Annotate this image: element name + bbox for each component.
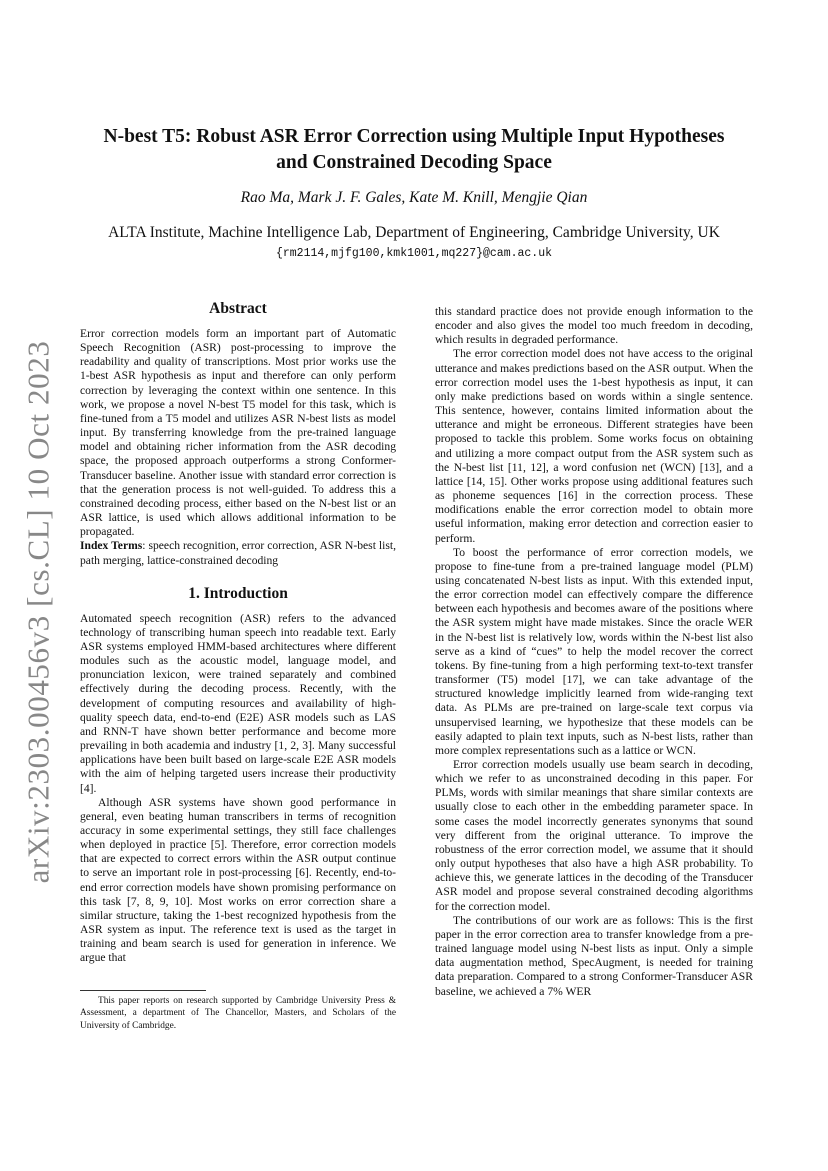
author-list: Rao Ma, Mark J. F. Gales, Kate M. Knill, Mengjie Qian (240, 189, 588, 206)
left-column (80, 299, 396, 966)
abstract-text: Error correction models form an important part of Automatic Speech Recognition (ASR) post-processing to improve the readability and quality of transcriptions. Most prior works use the 1-best ASR hypothesis as input and therefore can only perform correction by leveraging the context within one sentence. In this work, we propose a novel N-best T5 model for this task, which is fine-tuned from a T5 model and utilizes ASR N-best lists as model input. By transferring knowledge from the pre-trained language model and obtaining richer information from the ASR decoding space, the proposed approach outperforms a strong Conformer-Transducer baseline. Another issue with standard error correction is that the generation process is not well-guided. To address this a constrained decoding process, either based on the N-best list or an ASR lattice, is used which allows additional information to be propagated. (80, 327, 396, 539)
arxiv-identifier (20, 340, 56, 884)
right-paragraph-4: Error correction models usually use beam search in decoding, which we refer to as unconstrained decoding in this paper. For PLMs, words with similar meanings that share similar contexts are usually close to each other in the embedding parameter space. In some cases the model incorrectly generates synonyms that sound very different from the original utterance. To improve the robustness of the error correction model, we assume that it should only output hypotheses that also have a high ASR probability. To achieve this, we generate lattices in the decoding of the Transducer ASR model and propose several constrained decoding algorithms for the correction model. (435, 758, 753, 913)
arxiv-identifier-text: arXiv:2303.00456v3 [cs.CL] 10 Oct 2023 (20, 340, 55, 884)
footnote (80, 995, 396, 1032)
right-column (435, 305, 753, 999)
index-terms (80, 539, 396, 567)
index-terms-label: Index Terms (80, 539, 143, 553)
right-paragraph-5: The contributions of our work are as follows: This is the first paper in the error correction area to transfer knowledge from a pre-trained language model using N-best lists as input. Only a simple data augmentation method, SpecAugment, is needed for training data preparation. Compared to a strong Conformer-Transducer ASR baseline, we achieved a 7% WER (435, 913, 753, 998)
footnote-divider (80, 990, 206, 991)
introduction-heading: 1. Introduction (188, 584, 288, 602)
paper-title (80, 124, 748, 176)
author-emails: {rm2114,mjfg100,kmk1001,mq227}@cam.ac.uk (275, 247, 553, 260)
footnote-text: This paper reports on research supported by Cambridge University Press & Assessment, a department of The Chancellor, Masters, and Scholars of the University of Cambridge. (80, 996, 396, 1031)
paper-title-line-2: and Constrained Decoding Space (276, 152, 552, 173)
right-paragraph-2: The error correction model does not have access to the original utterance and makes predictions based on the ASR output. When the error correction model uses the 1-best hypothesis as input, it can only make predictions based on words within a single sentence. This sentence, however, contains limited information about the utterance and might be erroneous. Different strategies have been proposed to tackle this problem. Some works focus on obtaining and utilizing a more compact output from the ASR system such as the N-best list [11, 12], a word confusion net (WCN) [13], and a lattice [14, 15]. Other works propose using additional features such as phoneme sequences [16] in the correction process. These modifications enable the error correction model to obtain more useful information, making error detection and correction easier to perform. (435, 347, 753, 545)
affiliation: ALTA Institute, Machine Intelligence Lab, Department of Engineering, Cambridge University, UK (108, 224, 720, 241)
right-paragraph-3: To boost the performance of error correction models, we propose to fine-tune from a pre-trained language model (PLM) using concatenated N-best lists as input. With this extended input, the error correction model can effectively compare the difference between each hypothesis and becomes aware of the positions where the ASR system might have made mistakes. Since the oracle WER in the N-best list is relatively low, words within the N-best list also serve as a kind of “cues” to help the model recover the correct tokens. By fine-tuning from a high performing text-to-text transfer transformer (T5) model [17], we can take advantage of the structured knowledge implicitly learned from wide-ranging text data. As PLMs are pre-trained on large-scale text corpus via unsupervised learning, we hypothesize that these models can be easily adapted to plain text inputs, such as N-best lists, rather than more complex representations such as a lattice or WCN. (435, 545, 753, 757)
intro-paragraph-1: Automated speech recognition (ASR) refers to the advanced technology of transcribing human speech into readable text. Early ASR systems employed HMM-based architectures where different modules such as the acoustic model, language model, and pronunciation lexicon, were trained separately and combined effectively during the decoding process. Recently, with the development of computing resources and availability of high-quality speech data, end-to-end (E2E) ASR models such as LAS and RNN-T have shown better performance and become more prevailing in both academia and industry [1, 2, 3]. Many successful applications have been built based on large-scale E2E ASR models with the aim of helping targeted users increase their productivity [4]. (80, 611, 396, 795)
abstract-heading: Abstract (209, 300, 267, 317)
right-paragraph-1: this standard practice does not provide enough information to the encoder and also gives the model too much freedom in decoding, which results in degraded performance. (435, 305, 753, 347)
intro-paragraph-2: Although ASR systems have shown good performance in general, even beating human transcribers in terms of recognition accuracy in some experimental settings, they still face challenges when deployed in practice [5]. Therefore, error correction models that are expected to correct errors within the ASR output continue to serve an important role in post-processing [6]. Recently, end-to-end error correction models have shown promising performance on this task [7, 8, 9, 10]. Most works on error correction share a similar structure, taking the 1-best recognized hypothesis from the ASR system as input. The reference text is used as the target in training and beam search is used for generation in inference. We argue that (80, 795, 396, 965)
paper-title-line-1: N-best T5: Robust ASR Error Correction using Multiple Input Hypotheses (103, 126, 725, 147)
index-terms-text: : speech recognition, error correction, ASR N-best list, path merging, lattice-constrained decoding (80, 539, 396, 567)
